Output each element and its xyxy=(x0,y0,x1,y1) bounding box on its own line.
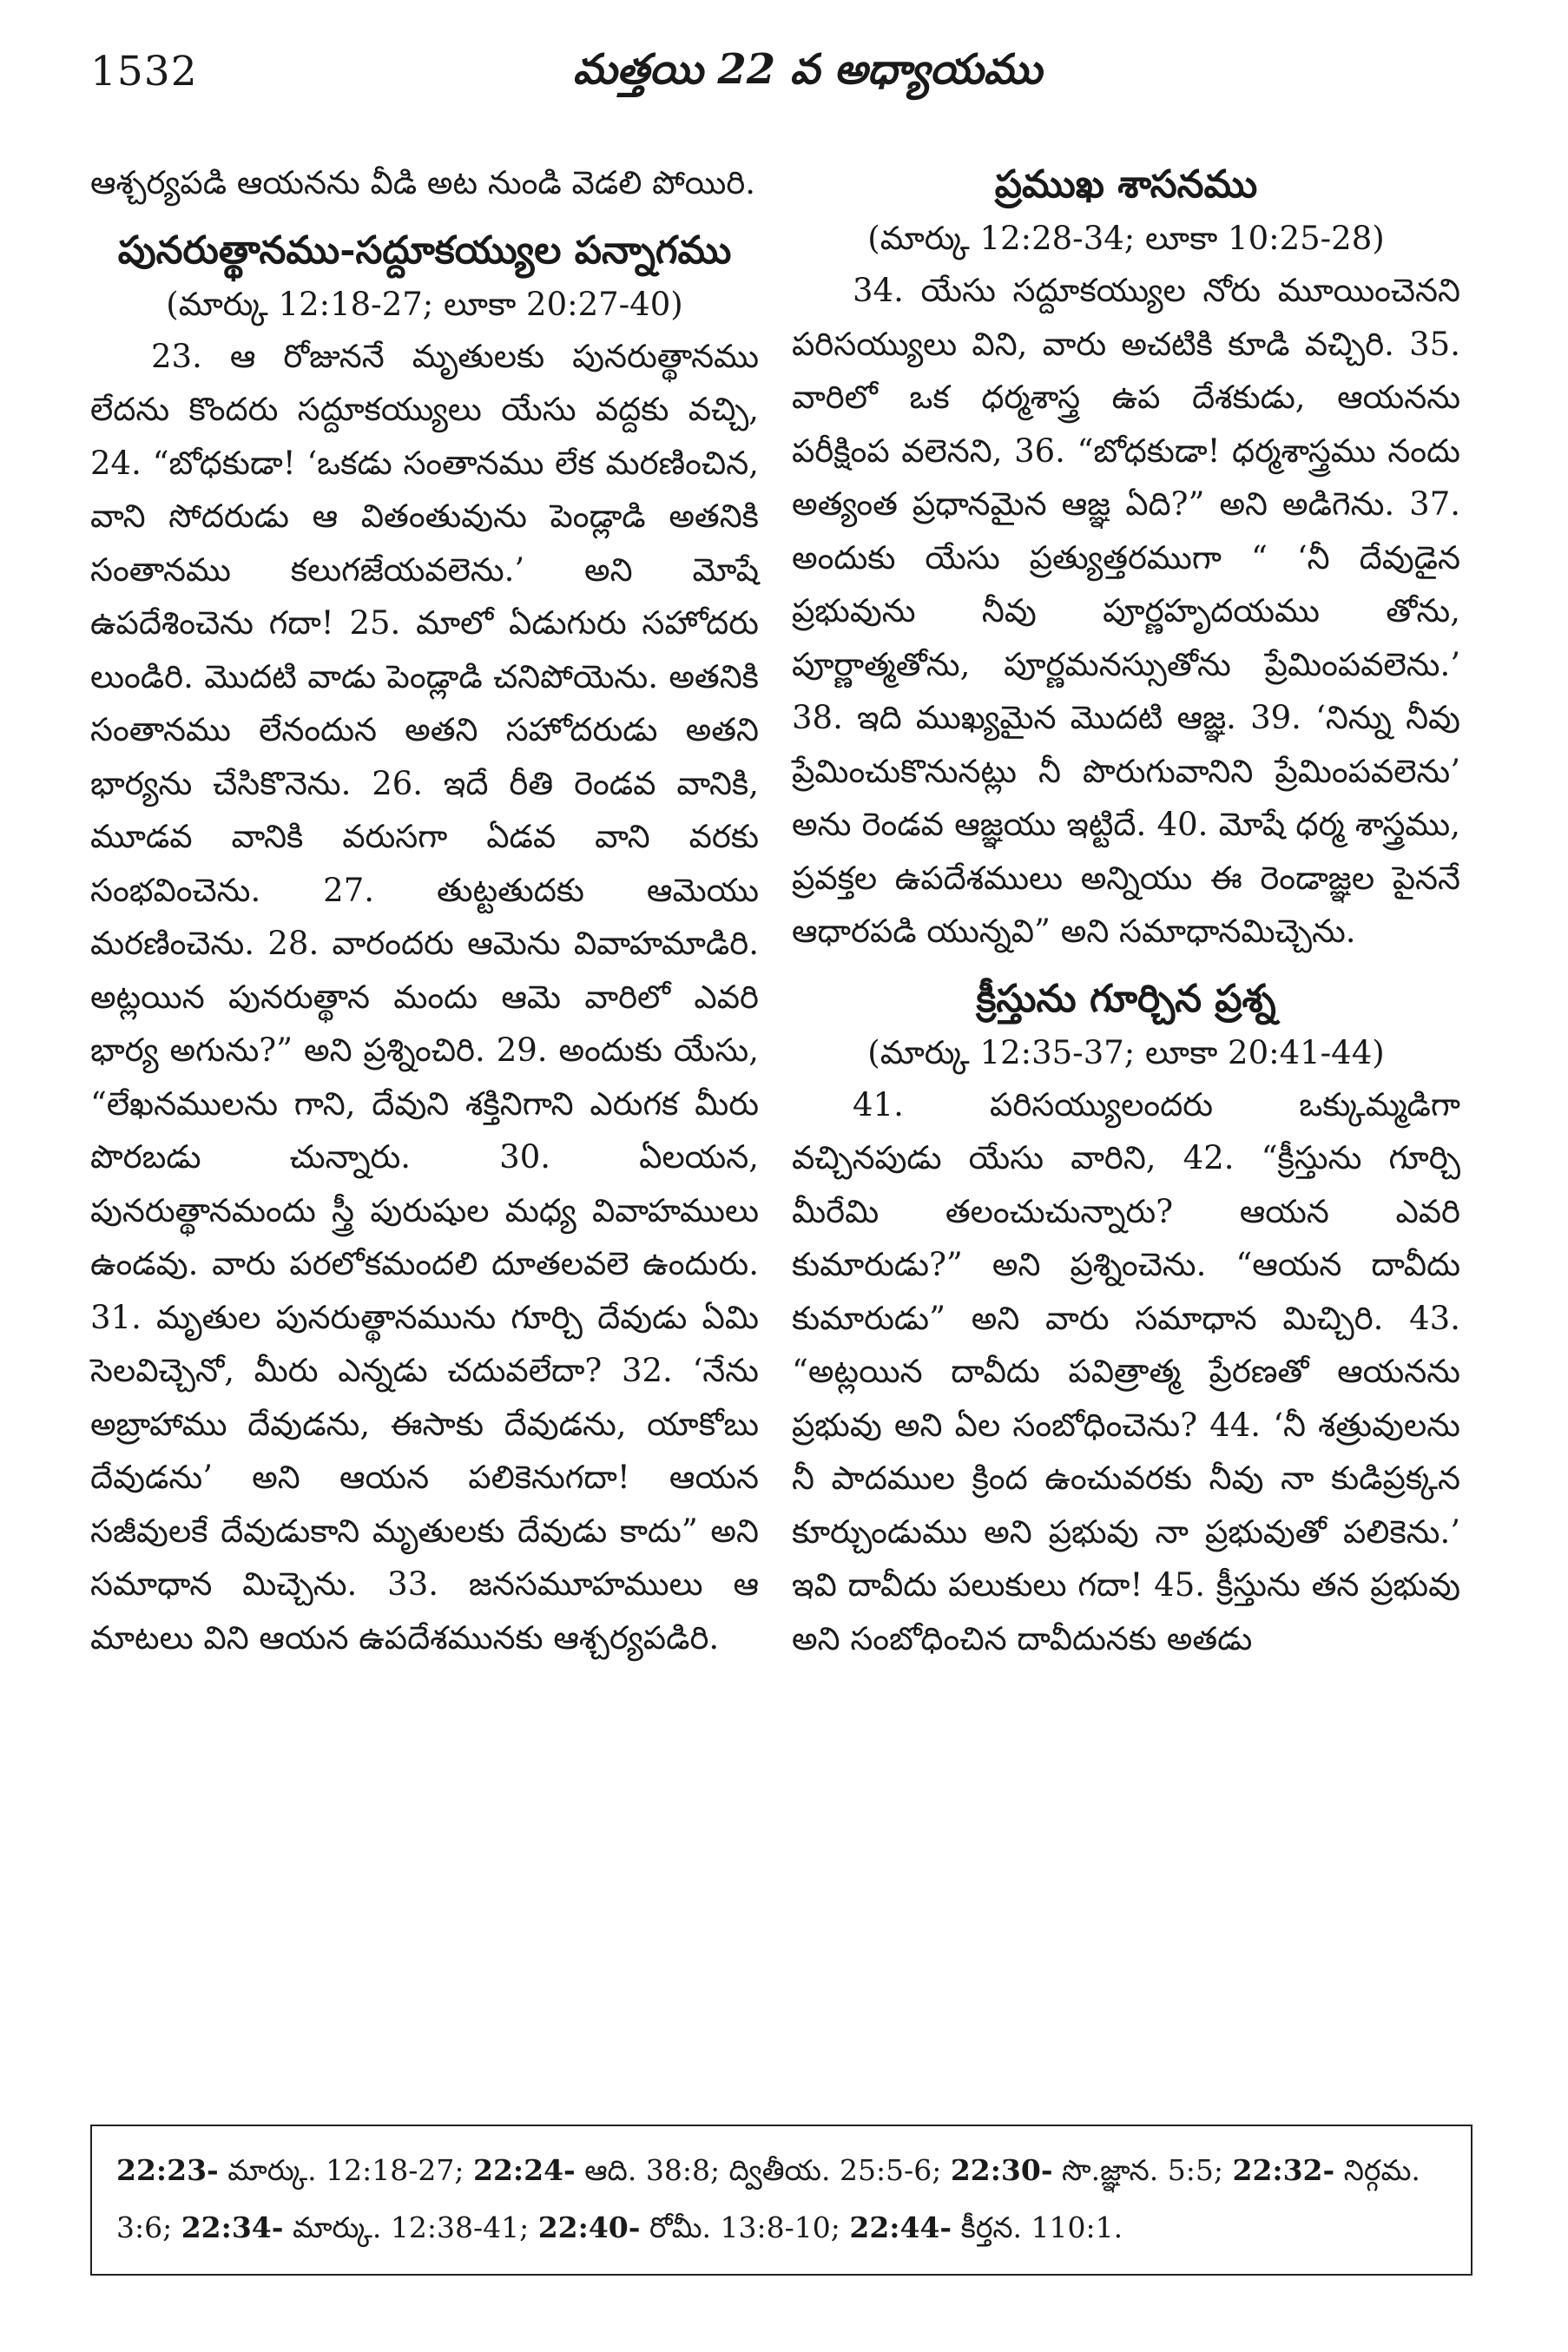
footnote-ref: 22:40- xyxy=(537,2210,641,2244)
body-paragraph: 34. యేసు సద్దూకయ్యుల నోరు మూయించెనని పరిసయ్యులు విని, వారు అచటికి కూడి వచ్చిరి. 35. వారిలో ఒక ధర్మశాస్త్ర ఉప దేశకుడు, ఆయనను పరీక్షింప వలెనని, 36. “బోధకుడా! ధర్మశాస్త్రము నందు అత్యంత ప్రధానమైన ఆజ్ఞ ఏది?” అని అడిగెను. 37. అందుకు యేసు ప్రత్యుత్తరముగా “ ‘నీ దేవుడైన ప్రభువును నీవు పూర్ణహృదయము తోను, పూర్ణాత్మతోను, పూర్ణమనస్సుతోను ప్రేమింపవలెను.’ 38. ఇది ముఖ్యమైన మొదటి ఆజ్ఞ. 39. ‘నిన్ను నీవు ప్రేమించుకొనునట్లు నీ పొరుగువానిని ప్రేమింపవలెను’ అను రెండవ ఆజ్ఞయు ఇట్టిదే. 40. మోషే ధర్మ శాస్త్రము, ప్రవక్తల ఉపదేశములు అన్నియు ఈ రెండాజ్ఞల పైననే ఆధారపడి యున్నవి” అని సమాధానమిచ్చెను. xyxy=(792,272,1460,950)
section-crossref: (మార్కు 12:18-27; లూకా 20:27-40) xyxy=(166,285,683,323)
footnote-entry xyxy=(473,2153,951,2187)
section-crossref: (మార్కు 12:35-37; లూకా 20:41-44) xyxy=(867,1033,1385,1071)
left-column xyxy=(90,156,759,1664)
footnote-entry xyxy=(116,2153,473,2187)
footnote-ref: 22:30- xyxy=(950,2153,1053,2187)
page-number: 1532 xyxy=(90,48,198,96)
footnote-ref: 22:34- xyxy=(181,2210,284,2244)
footnote-ref: 22:23- xyxy=(116,2153,219,2187)
footnote-ref: 22:32- xyxy=(1232,2153,1335,2187)
footnote-ref: 22:24- xyxy=(473,2153,576,2187)
footnote-text: మార్కు. 12:38-41; xyxy=(283,2210,538,2244)
section-heading: క్రీస్తును గూర్చిన ప్రశ్న xyxy=(976,976,1276,1021)
footnote-entry xyxy=(951,2153,1233,2187)
footnote-entry xyxy=(181,2210,538,2244)
footnote-entry xyxy=(849,2210,1123,2244)
footnote-text: ఆది. 38:8; ద్వితీయ. 25:5-6; xyxy=(575,2153,951,2187)
footnote-text: సొ.జ్ఞాన. 5:5; xyxy=(1052,2153,1233,2187)
opening-paragraph: ఆశ్చర్యపడి ఆయనను వీడి అట నుండి వెడలి పోయిరి. xyxy=(90,164,756,201)
body-paragraph: 41. పరిసయ్యులందరు ఒక్కుమ్మడిగా వచ్చినపుడు యేసు వారిని, 42. “క్రీస్తును గూర్చి మీరేమి తలంచుచున్నారు? ఆయన ఎవరి కుమారుడు?” అని ప్రశ్నించెను. “ఆయన దావీదు కుమారుడు” అని వారు సమాధాన మిచ్చిరి. 43. “అట్లయిన దావీదు పవిత్రాత్మ ప్రేరణతో ఆయనను ప్రభువు అని ఏల సంబోధించెను? 44. ‘నీ శత్రువులను నీ పాదముల క్రింద ఉంచువరకు నీవు నా కుడిప్రక్కన కూర్చుండుము అని ప్రభువు నా ప్రభువుతో పలికెను.’ ఇవి దావీదు పలుకులు గదా! 45. క్రీస్తును తన ప్రభువు అని సంబోధించిన దావీదునకు అతడు xyxy=(792,1085,1460,1657)
running-header: మత్తయి 22 వ అధ్యాయము xyxy=(572,45,1043,94)
footnote-entry xyxy=(538,2210,850,2244)
footnote-text: మార్కు. 12:18-27; xyxy=(218,2153,473,2187)
footnote-text: నిర్గమ. 3:6; xyxy=(116,2153,1420,2244)
right-column xyxy=(792,156,1460,1665)
footnote-box xyxy=(90,2125,1472,2276)
footnote-ref: 22:44- xyxy=(849,2210,952,2244)
section-crossref: (మార్కు 12:28-34; లూకా 10:25-28) xyxy=(867,220,1385,257)
section-heading: పునరుత్థానము-సద్దూకయ్యుల పన్నాగము xyxy=(117,227,732,273)
body-paragraph: 23. ఆ రోజుననే మృతులకు పునరుత్థానము లేదను కొందరు సద్దూకయ్యులు యేసు వద్దకు వచ్చి, 24. “బోధకుడా! ‘ఒకడు సంతానము లేక మరణించిన, వాని సోదరుడు ఆ వితంతువును పెండ్లాడి అతనికి సంతానము కలుగజేయవలెను.’ అని మోషే ఉపదేశించెను గదా! 25. మాలో ఏడుగురు సహోదరు లుండిరి. మొదటి వాడు పెండ్లాడి చనిపోయెను. అతనికి సంతానము లేనందున అతని సహోదరుడు అతని భార్యను చేసికొనెను. 26. ఇదే రీతి రెండవ వానికి, మూడవ వానికి వరుసగా ఏడవ వాని వరకు సంభవించెను. 27. తుట్టతుదకు ఆమెయు మరణించెను. 28. వారందరు ఆమెను వివాహమాడిరి. అట్లయిన పునరుత్థాన మందు ఆమె వారిలో ఎవరి భార్య అగును?” అని ప్రశ్నించిరి. 29. అందుకు యేసు, “లేఖనములను గాని, దేవుని శక్తినిగాని ఎరుగక మీరు పొరబడు చున్నారు. 30. ఏలయన, పునరుత్థానమందు స్త్రీ పురుషుల మధ్య వివాహములు ఉండవు. వారు పరలోకమందలి దూతలవలె ఉందురు. 31. మృతుల పునరుత్థానమును గూర్చి దేవుడు ఏమి సెలవిచ్చెనో, మీరు ఎన్నడు చదువలేదా? 32. ‘నేను అబ్రాహాము దేవుడను, ఈసాకు దేవుడను, యాకోబు దేవుడను’ అని ఆయన పలికెనుగదా! ఆయన సజీవులకే దేవుడుకాని మృతులకు దేవుడు కాదు” అని సమాధాన మిచ్చెను. 33. జనసమూహములు ఆ మాటలు విని ఆయన ఉపదేశమునకు ఆశ్చర్యపడిరి. xyxy=(90,337,759,1657)
footnote-text: రోమీ. 13:8-10; xyxy=(640,2210,850,2244)
footnote-text: కీర్తన. 110:1. xyxy=(952,2210,1123,2244)
section-heading: ప్రముఖ శాసనము xyxy=(994,162,1258,207)
